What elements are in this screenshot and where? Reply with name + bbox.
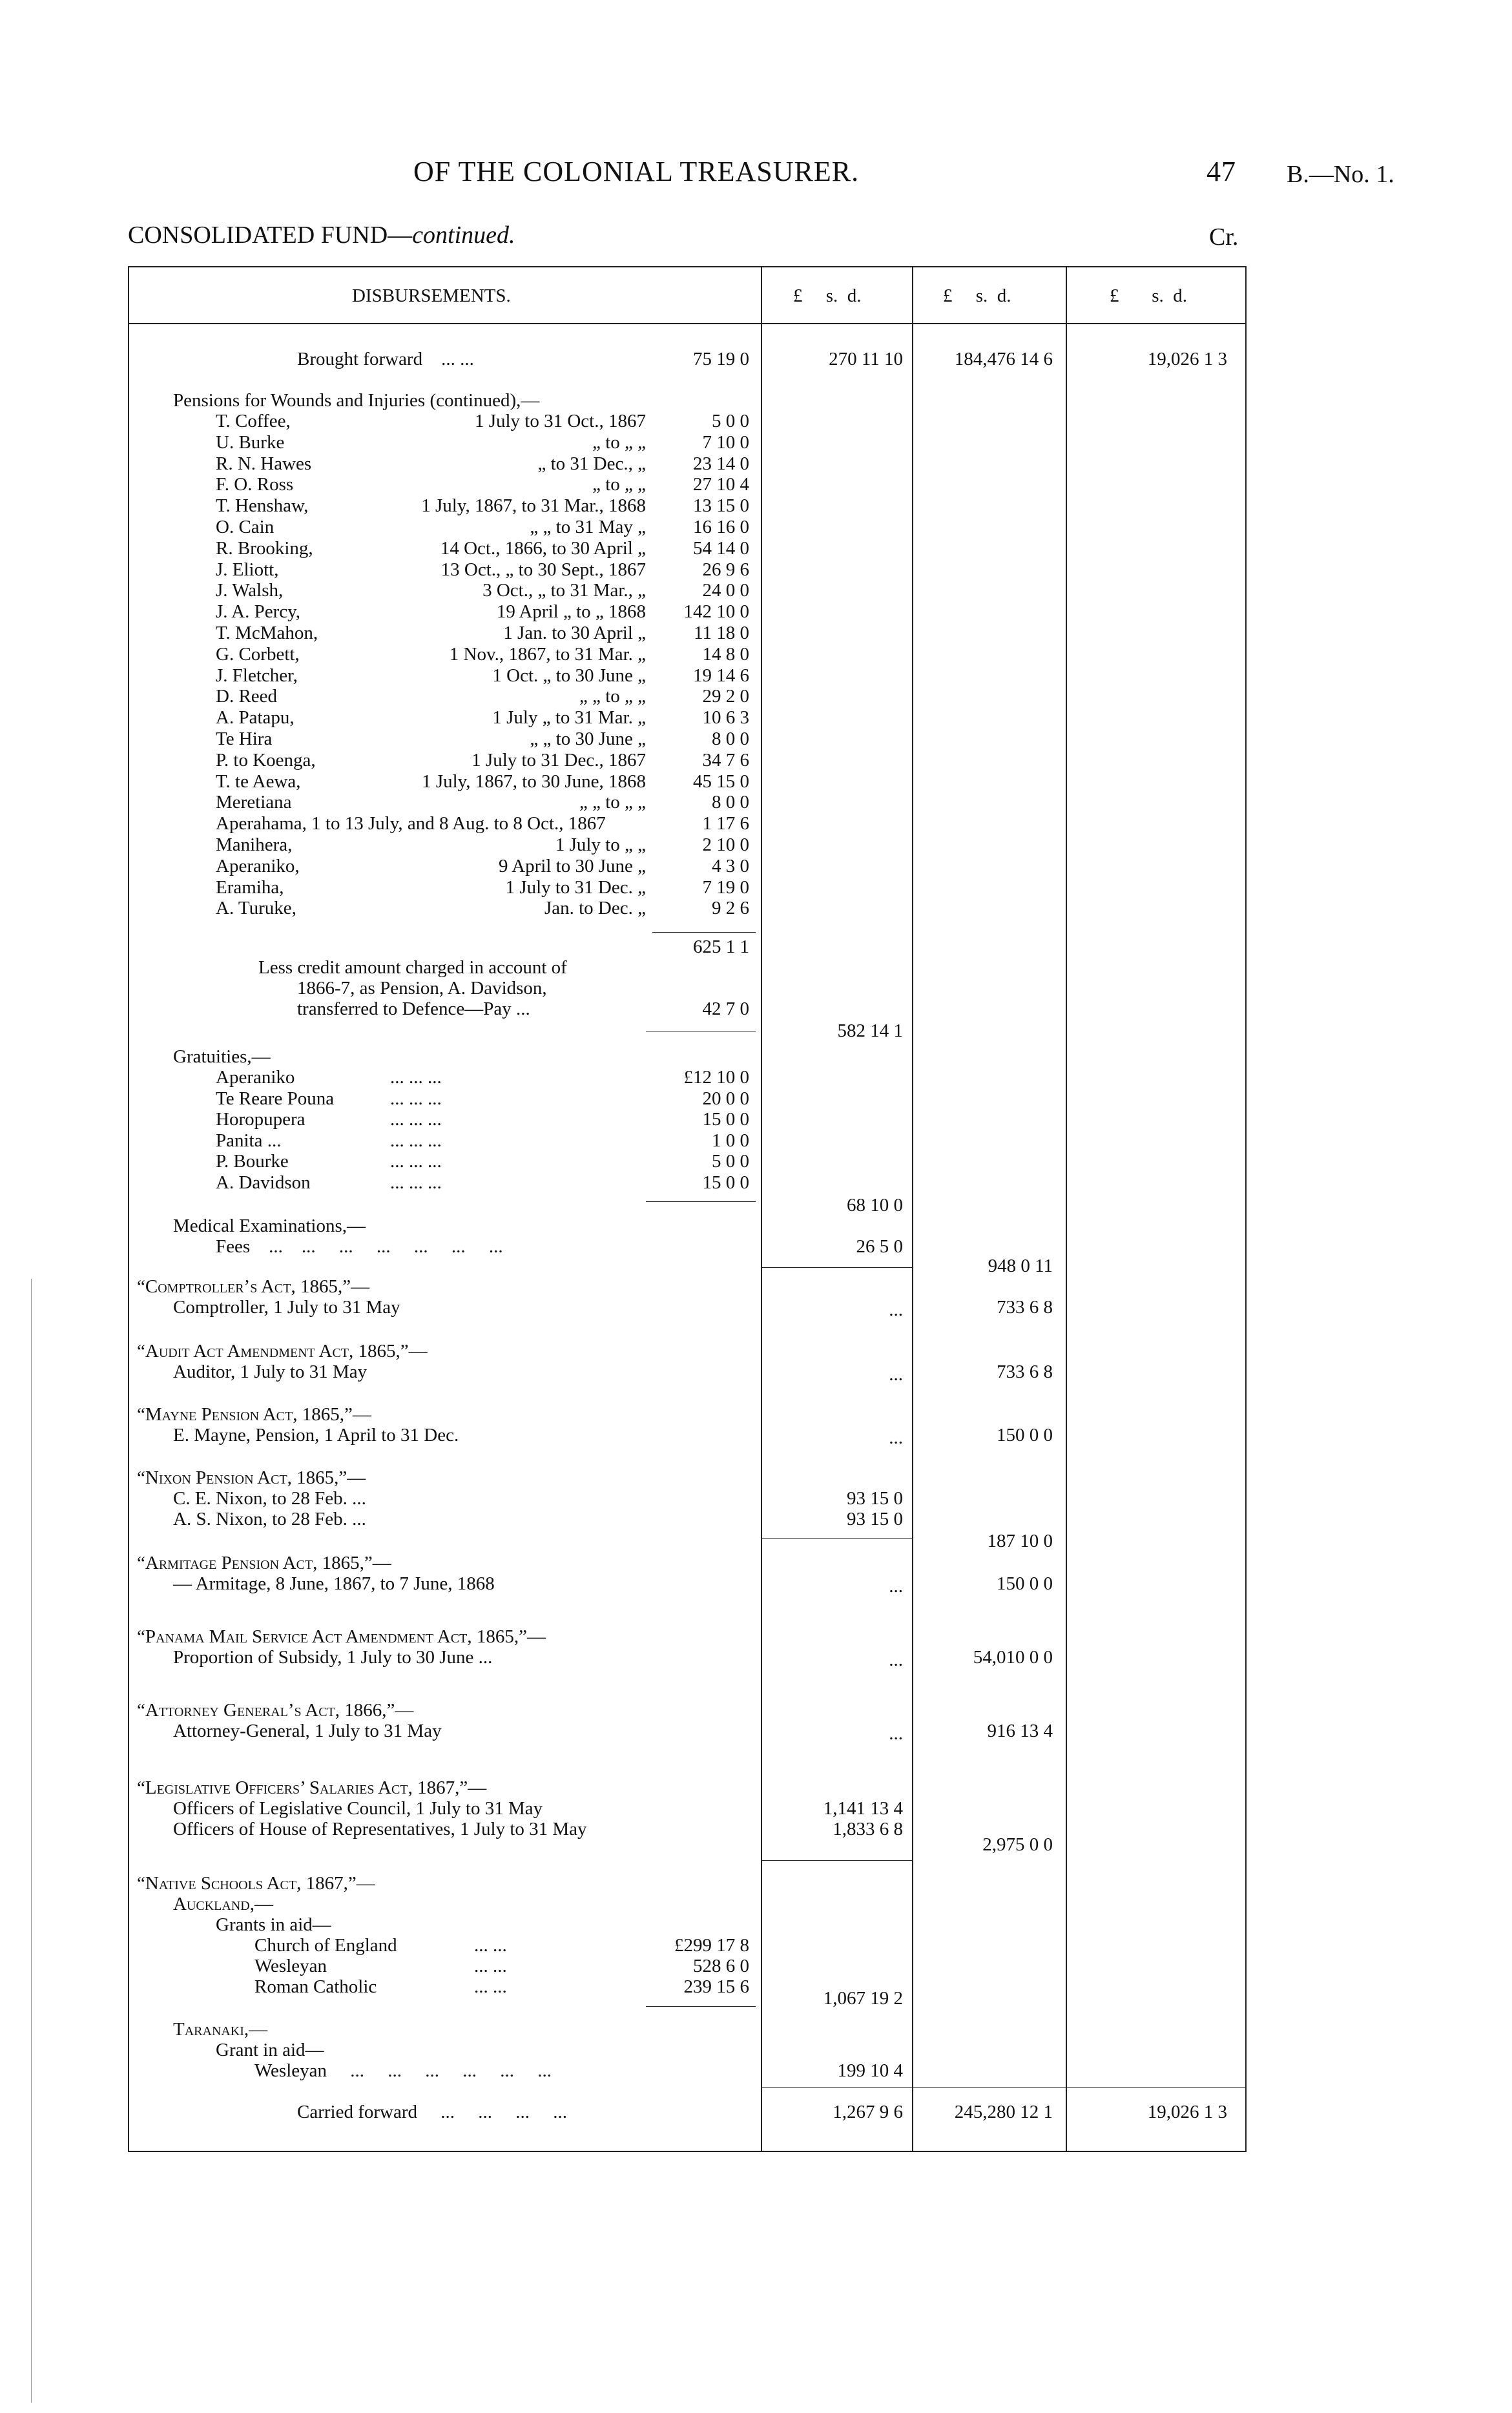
pension-name: Eramiha, — [216, 876, 284, 898]
pension-name: J. A. Percy, — [216, 601, 301, 623]
brought-forward-inner: 75 19 0 — [693, 349, 749, 369]
act-col2: 733 6 8 — [997, 1362, 1053, 1382]
gratuity-label: P. Bourke — [216, 1151, 289, 1172]
leader-dots: ... ... ... — [390, 1109, 442, 1130]
pension-amount: 16 16 0 — [693, 517, 749, 537]
pension-period: „ to „ „ — [592, 474, 646, 495]
carried-forward-col2: 245,280 12 1 — [954, 2102, 1053, 2122]
nixon-line: C. E. Nixon, to 28 Feb. ... — [173, 1488, 366, 1509]
leader-dots: ... ... — [474, 1956, 507, 1976]
pension-amount: 11 18 0 — [694, 623, 749, 643]
act-line: E. Mayne, Pension, 1 April to 31 Dec. — [173, 1425, 459, 1445]
act-col2: 733 6 8 — [997, 1297, 1053, 1318]
pension-name: G. Corbett, — [216, 643, 300, 665]
pension-name: O. Cain — [216, 517, 274, 537]
pension-amount: 2 10 0 — [702, 834, 749, 855]
legislative-title: “Legislative Officers’ Salaries Act, 1867,”— — [137, 1777, 487, 1798]
col1-header: £ s. d. — [793, 285, 862, 306]
act-line: Attorney-General, 1 July to 31 May — [173, 1721, 442, 1741]
nixon-total: 187 10 0 — [987, 1531, 1053, 1551]
auckland-total: 1,067 19 2 — [823, 1988, 903, 2009]
pension-period: 1 July „ to 31 Mar. „ — [492, 707, 646, 729]
taranaki-item: Wesleyan ... ... ... ... ... ... — [254, 2060, 552, 2081]
pension-name: J. Walsh, — [216, 580, 284, 601]
less-credit-line1: Less credit amount charged in account of — [258, 957, 567, 978]
pensions-net: 582 14 1 — [837, 1020, 903, 1041]
gratuity-name — [216, 1109, 442, 1130]
legislative-line: Officers of House of Representatives, 1 July to 31 May — [173, 1819, 587, 1839]
disbursements-header: DISBURSEMENTS. — [352, 285, 511, 306]
gratuity-label: A. Davidson — [216, 1172, 311, 1193]
pension-period: 1 July to 31 Dec. „ — [505, 876, 646, 898]
act-line: Auditor, 1 July to 31 May — [173, 1362, 368, 1382]
document-ref: B.—No. 1. — [1287, 161, 1394, 188]
taranaki-heading: Taranaki,— — [173, 2019, 268, 2040]
pension-amount: 7 10 0 — [702, 431, 749, 453]
pension-period: 13 Oct., „ to 30 Sept., 1867 — [440, 559, 646, 580]
nixon-title: “Nixon Pension Act, 1865,”— — [137, 1467, 366, 1488]
act-title: “Panama Mail Service Act Amendment Act, 1865,”— — [137, 1626, 546, 1647]
pension-amount: 34 7 6 — [702, 749, 749, 771]
gratuity-amount: 15 0 0 — [702, 1172, 749, 1193]
pension-period: „ „ to 31 May „ — [530, 517, 646, 537]
pension-name: T. McMahon, — [216, 623, 318, 643]
side-label: Cr. — [1209, 223, 1239, 251]
gratuity-name — [216, 1151, 442, 1172]
legislative-total: 2,975 0 0 — [982, 1834, 1053, 1855]
act-col2: 916 13 4 — [987, 1721, 1053, 1741]
act-title: “Attorney General’s Act, 1866,”— — [137, 1700, 414, 1721]
pension-period: 1 Jan. to 30 April „ — [503, 623, 646, 643]
pension-period: 1 July, 1867, to 31 Mar., 1868 — [421, 495, 646, 517]
gratuity-amount: 5 0 0 — [712, 1151, 749, 1172]
pension-name: T. Coffee, — [216, 411, 291, 431]
act-line: Comptroller, 1 July to 31 May — [173, 1297, 400, 1318]
act-col1: ... — [889, 1364, 903, 1385]
act-col1: ... — [889, 1300, 903, 1320]
act-title: “Audit Act Amendment Act, 1865,”— — [137, 1341, 428, 1362]
act-col1: ... — [889, 1427, 903, 1448]
pension-name: J. Eliott, — [216, 559, 279, 580]
brought-forward-col2: 184,476 14 6 — [954, 349, 1053, 369]
pension-period: 1 Oct. „ to 30 June „ — [492, 665, 646, 686]
pension-name: P. to Koenga, — [216, 749, 316, 771]
margin-rule — [31, 1279, 32, 2403]
pension-amount: 7 19 0 — [702, 876, 749, 898]
pension-amount: 26 9 6 — [702, 559, 749, 580]
act-col1: ... — [889, 1723, 903, 1744]
pension-name: Aperahama, 1 to 13 July, and 8 Aug. to 8 Oct., 1867 — [216, 813, 606, 834]
pension-amount: 14 8 0 — [702, 643, 749, 665]
medical-item: Fees ... ... ... ... ... ... ... — [216, 1236, 503, 1257]
grant-label: Church of England — [254, 1935, 397, 1956]
gratuity-amount: 1 0 0 — [712, 1130, 749, 1151]
pension-name: R. Brooking, — [216, 537, 313, 559]
leader-dots: ... ... — [474, 1976, 507, 1997]
pension-amount: 8 0 0 — [712, 729, 749, 749]
pension-name: J. Fletcher, — [216, 665, 298, 686]
gratuities-total: 68 10 0 — [847, 1195, 903, 1216]
gratuity-name — [216, 1172, 442, 1193]
pension-period: Jan. to Dec. „ — [544, 898, 646, 919]
pensions-heading: Pensions for Wounds and Injuries (continued),— — [173, 390, 540, 411]
grants-heading: Grants in aid— — [216, 1914, 331, 1935]
col2-header: £ s. d. — [943, 285, 1011, 306]
brought-forward-col1: 270 11 10 — [829, 349, 903, 369]
pension-name: Manihera, — [216, 834, 293, 855]
act-col1: ... — [889, 1576, 903, 1597]
grant-amount: £299 17 8 — [674, 1935, 749, 1956]
legislative-line: Officers of Legislative Council, 1 July to 31 May — [173, 1798, 543, 1819]
pension-amount: 142 10 0 — [683, 601, 749, 623]
pension-name: Te Hira — [216, 729, 273, 749]
pension-name: A. Patapu, — [216, 707, 295, 729]
pension-period: „ „ to „ „ — [579, 792, 646, 813]
gratuity-label: Horopupera — [216, 1109, 306, 1130]
medical-amount: 26 5 0 — [856, 1236, 903, 1257]
gratuity-label: Aperaniko — [216, 1067, 295, 1088]
grant-name — [254, 1935, 507, 1956]
pension-amount: 4 3 0 — [712, 855, 749, 876]
pension-amount: 13 15 0 — [693, 495, 749, 517]
nixon-amount: 93 15 0 — [847, 1509, 903, 1529]
pension-amount: 45 15 0 — [693, 771, 749, 792]
carried-forward-label: Carried forward ... ... ... ... — [297, 2102, 567, 2122]
pension-amount: 29 2 0 — [702, 686, 749, 707]
leader-dots: ... ... ... — [390, 1151, 442, 1172]
section-title: CONSOLIDATED FUND—continued. — [128, 222, 515, 249]
legislative-amount: 1,833 6 8 — [833, 1819, 903, 1839]
gratuity-label: Panita ... — [216, 1130, 282, 1151]
pension-amount: 5 0 0 — [712, 411, 749, 431]
pension-amount: 8 0 0 — [712, 792, 749, 813]
pension-period: „ „ to 30 June „ — [530, 729, 646, 749]
less-credit-amount: 42 7 0 — [702, 999, 749, 1019]
pension-period: 9 April to 30 June „ — [499, 855, 646, 876]
leader-dots: ... ... — [474, 1935, 507, 1956]
pension-amount: 1 17 6 — [702, 813, 749, 834]
brought-forward-label: Brought forward ... ... — [297, 349, 474, 369]
pensions-subtotal: 625 1 1 — [693, 937, 749, 957]
act-title: “Mayne Pension Act, 1865,”— — [137, 1404, 371, 1425]
page-number: 47 — [1206, 156, 1236, 187]
taranaki-grant: Grant in aid— — [216, 2040, 324, 2060]
taranaki-amount: 199 10 4 — [837, 2060, 903, 2081]
grant-name — [254, 1956, 507, 1976]
auckland-heading: Auckland,— — [173, 1894, 273, 1914]
gratuity-amount: £12 10 0 — [683, 1067, 749, 1088]
leader-dots: ... ... ... — [390, 1067, 442, 1088]
grant-name — [254, 1976, 507, 1997]
pension-period: 1 Nov., 1867, to 31 Mar. „ — [449, 643, 646, 665]
pensions-section-total: 948 0 11 — [988, 1256, 1053, 1276]
pension-name: A. Turuke, — [216, 898, 296, 919]
gratuity-name — [216, 1130, 442, 1151]
pension-name: U. Burke — [216, 431, 285, 453]
pension-period: „ „ to „ „ — [579, 686, 646, 707]
leader-dots: ... ... ... — [390, 1172, 442, 1193]
brought-forward-col3: 19,026 1 3 — [1147, 349, 1227, 369]
act-line: Proportion of Subsidy, 1 July to 30 June ... — [173, 1647, 493, 1668]
pension-name: R. N. Hawes — [216, 453, 312, 474]
carried-forward-col3: 19,026 1 3 — [1147, 2102, 1227, 2122]
gratuities-heading: Gratuities,— — [173, 1046, 271, 1067]
pension-amount: 19 14 6 — [693, 665, 749, 686]
medical-heading: Medical Examinations,— — [173, 1216, 366, 1236]
native-schools-title: “Native Schools Act, 1867,”— — [137, 1873, 375, 1894]
pension-amount: 23 14 0 — [693, 453, 749, 474]
pension-amount: 27 10 4 — [693, 474, 749, 495]
pension-period: „ to „ „ — [592, 431, 646, 453]
pension-amount: 24 0 0 — [702, 580, 749, 601]
less-credit-line3: transferred to Defence—Pay ... — [297, 999, 530, 1019]
pension-amount: 9 2 6 — [712, 898, 749, 919]
grant-amount: 528 6 0 — [693, 1956, 749, 1976]
pension-name: F. O. Ross — [216, 474, 294, 495]
grant-label: Wesleyan — [254, 1956, 327, 1976]
pension-name: T. Henshaw, — [216, 495, 309, 517]
act-title: “Comptroller’s Act, 1865,”— — [137, 1276, 370, 1297]
pension-period: 1 July to 31 Dec., 1867 — [471, 749, 646, 771]
pension-name: Meretiana — [216, 792, 292, 813]
nixon-line: A. S. Nixon, to 28 Feb. ... — [173, 1509, 366, 1529]
gratuity-amount: 15 0 0 — [702, 1109, 749, 1130]
grant-amount: 239 15 6 — [683, 1976, 749, 1997]
pension-name: Aperaniko, — [216, 855, 300, 876]
grant-label: Roman Catholic — [254, 1976, 377, 1997]
nixon-amount: 93 15 0 — [847, 1488, 903, 1509]
col3-header: £ s. d. — [1110, 285, 1188, 306]
legislative-amount: 1,141 13 4 — [823, 1798, 903, 1819]
gratuity-name — [216, 1067, 442, 1088]
pension-name: D. Reed — [216, 686, 278, 707]
leader-dots: ... ... ... — [390, 1088, 442, 1109]
pension-period: „ to 31 Dec., „ — [537, 453, 646, 474]
gratuity-amount: 20 0 0 — [702, 1088, 749, 1109]
pension-period: 14 Oct., 1866, to 30 April „ — [440, 537, 646, 559]
pension-period: 1 July to „ „ — [555, 834, 646, 855]
act-col2: 150 0 0 — [997, 1573, 1053, 1594]
less-credit-line2: 1866-7, as Pension, A. Davidson, — [297, 978, 547, 999]
gratuity-name — [216, 1088, 442, 1109]
pension-period: 1 July to 31 Oct., 1867 — [474, 411, 646, 431]
carried-forward-col1: 1,267 9 6 — [833, 2102, 903, 2122]
gratuity-label: Te Reare Pouna — [216, 1088, 335, 1109]
act-col1: ... — [889, 1650, 903, 1670]
pension-amount: 54 14 0 — [693, 537, 749, 559]
act-col2: 150 0 0 — [997, 1425, 1053, 1445]
running-title: OF THE COLONIAL TREASURER. — [413, 156, 860, 187]
pension-name: T. te Aewa, — [216, 771, 301, 792]
act-title: “Armitage Pension Act, 1865,”— — [137, 1553, 391, 1573]
act-line: — Armitage, 8 June, 1867, to 7 June, 1868 — [173, 1573, 495, 1594]
pension-period: 3 Oct., „ to 31 Mar., „ — [482, 580, 646, 601]
act-col2: 54,010 0 0 — [973, 1647, 1053, 1668]
pension-amount: 10 6 3 — [702, 707, 749, 729]
leader-dots: ... ... ... — [390, 1130, 442, 1151]
pension-period: 19 April „ to „ 1868 — [496, 601, 646, 623]
pension-period: 1 July, 1867, to 30 June, 1868 — [422, 771, 646, 792]
